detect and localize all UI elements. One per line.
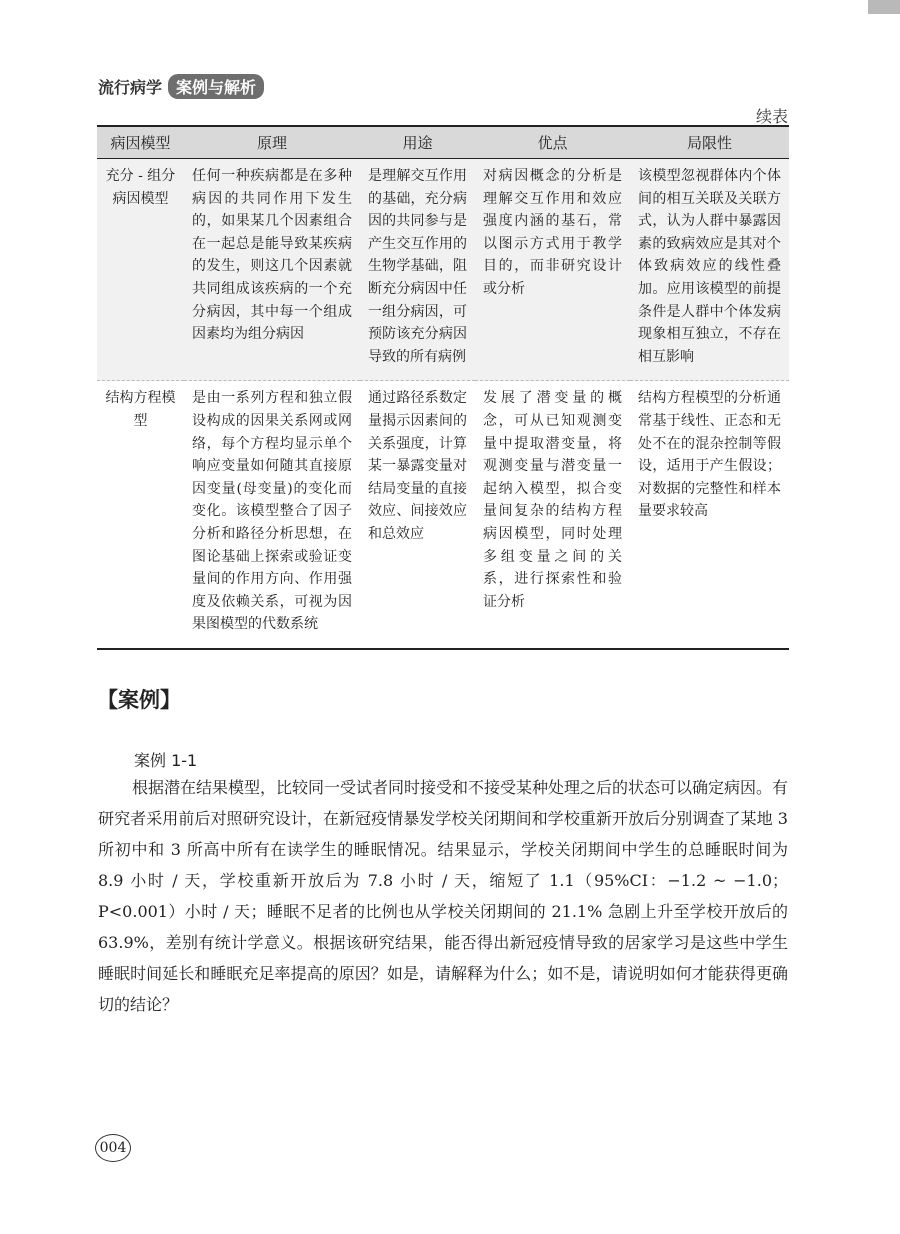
cell-principle: 任何一种疾病都是在多种病因的共同作用下发生的，如果某几个因素组合在一起总是能导致某疾病的发生，则这几个因素就共同组成该疾病的一个充分病因，其中每一个组成因素均为组分病因	[184, 159, 360, 381]
header-model: 病因模型	[97, 126, 184, 159]
cell-model-name: 结构方程模型	[97, 381, 184, 649]
cell-usage: 通过路径系数定量揭示因素间的关系强度，计算某一暴露变量对结局变量的直接效应、间接效应和总效应	[360, 381, 475, 649]
header-usage: 用途	[360, 126, 475, 159]
book-title: 流行病学	[98, 77, 163, 97]
header-advantage: 优点	[475, 126, 630, 159]
cell-limitation: 该模型忽视群体内个体间的相互关联及关联方式，认为人群中暴露因素的致病效应是其对个体致病效应的线性叠加。应用该模型的前提条件是人群中个体发病现象相互独立，不存在相互影响	[630, 159, 789, 381]
cell-model-name: 充分 - 组分病因模型	[97, 159, 184, 381]
cell-usage: 是理解交互作用的基础，充分病因的共同参与是产生交互作用的生物学基础，阻断充分病因中任一组分病因，可预防该充分病因导致的所有病例	[360, 159, 475, 381]
continued-label: 续表	[755, 107, 788, 126]
book-subtitle-badge: 案例与解析	[168, 74, 264, 99]
header-limitation: 局限性	[630, 126, 789, 159]
table-row	[97, 159, 789, 381]
page-number: 004	[95, 1134, 131, 1162]
running-header	[98, 75, 264, 97]
cell-principle: 是由一系列方程和独立假设构成的因果关系网或网络，每个方程均显示单个响应变量如何随其直接原因变量(母变量)的变化而变化。该模型整合了因子分析和路径分析思想，在图论基础上探索或验证变量间的作用方向、作用强度及依赖关系，可视为因果图模型的代数系统	[184, 381, 360, 649]
model-comparison-table	[97, 125, 789, 650]
case-title: 案例 1-1	[134, 751, 198, 770]
case-section-heading: 【案例】	[97, 688, 181, 712]
header-principle: 原理	[184, 126, 360, 159]
case-body-text: 根据潜在结果模型，比较同一受试者同时接受和不接受某种处理之后的状态可以确定病因。有研究者采用前后对照研究设计，在新冠疫情暴发学校关闭期间和学校重新开放后分别调查了某地 3 所初中和 3 所高中所有在读学生的睡眠情况。结果显示，学校关闭期间中学生的总睡眠时间为 8.9 小时 / 天，学校重新开放后为 7.8 小时 / 天，缩短了 1.1（95%CI：−1.2 ~ −1.0；P<0.001）小时 / 天；睡眠不足者的比例也从学校关闭期间的 21.1% 急剧上升至学校开放后的 63.9%，差别有统计学意义。根据该研究结果，能否得出新冠疫情导致的居家学习是这些中学生睡眠时间延长和睡眠充足率提高的原因？如是，请解释为什么；如不是，请说明如何才能获得更确切的结论？	[98, 778, 789, 1014]
table-header-row	[97, 126, 789, 159]
corner-mark	[868, 0, 900, 14]
cell-limitation: 结构方程模型的分析通常基于线性、正态和无处不在的混杂控制等假设，适用于产生假设；对数据的完整性和样本量要求较高	[630, 381, 789, 649]
cell-advantage: 发展了潜变量的概念，可从已知观测变量中提取潜变量，将观测变量与潜变量一起纳入模型，拟合变量间复杂的结构方程病因模型，同时处理多组变量之间的关系，进行探索性和验证分析	[475, 381, 630, 649]
cell-advantage: 对病因概念的分析是理解交互作用和效应强度内涵的基石，常以图示方式用于教学目的，而非研究设计或分析	[475, 159, 630, 381]
table-row	[97, 381, 789, 649]
